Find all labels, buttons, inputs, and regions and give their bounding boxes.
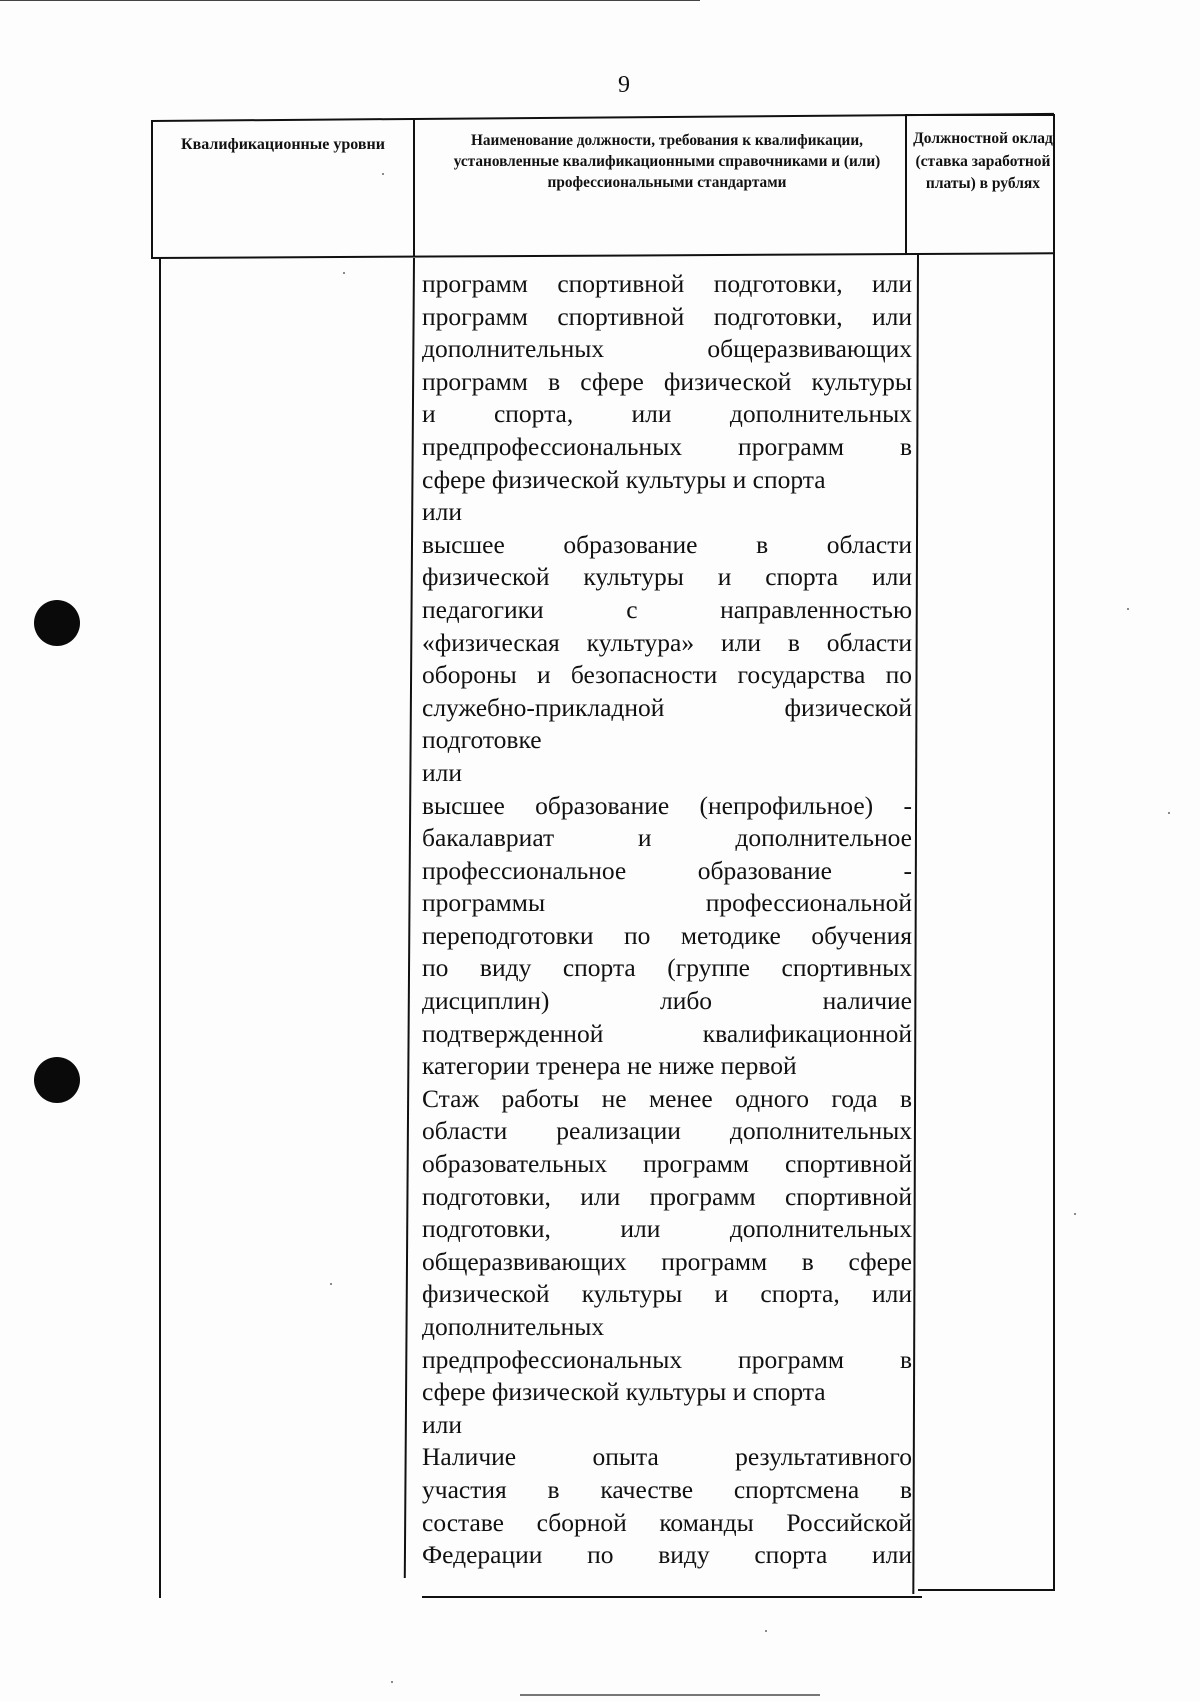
text-line: Стаж работы не менее одного года в bbox=[422, 1083, 912, 1113]
text-line: педагогики с направленностью bbox=[422, 594, 912, 624]
text-line: высшее образование (непрофильное) - bbox=[422, 790, 912, 820]
scan-speck bbox=[1127, 608, 1129, 610]
header-salary: Должностной оклад (ставка заработной платы) в рублях bbox=[913, 130, 1053, 192]
text-line: профессиональное образование - bbox=[422, 855, 912, 885]
text-line: образовательных программ спортивной bbox=[422, 1149, 912, 1179]
text-line: сфере физической культуры и спорта bbox=[422, 1377, 826, 1407]
text-line: участия в качестве спортсмена в bbox=[422, 1474, 912, 1504]
text-line: подготовки, или дополнительных bbox=[422, 1214, 912, 1244]
header-divider-2 bbox=[905, 114, 907, 254]
text-line: составе сборной команды Российской bbox=[422, 1507, 912, 1537]
scan-speck bbox=[391, 1681, 393, 1683]
text-line: или bbox=[422, 497, 463, 527]
punch-hole-upper bbox=[34, 600, 80, 646]
punch-hole-lower bbox=[34, 1057, 80, 1103]
text-line: или bbox=[422, 757, 463, 787]
text-line: дополнительных bbox=[422, 1312, 605, 1341]
text-line: программ спортивной подготовки, или bbox=[422, 301, 912, 331]
scan-edge-top bbox=[0, 0, 700, 1]
text-line: переподготовки по методике обучения bbox=[422, 920, 912, 950]
body-divider-1 bbox=[404, 258, 415, 1578]
text-line: общеразвивающих программ в сфере bbox=[422, 1246, 912, 1276]
text-line: сфере физической культуры и спорта bbox=[422, 464, 826, 494]
header-border-top-right bbox=[905, 114, 1055, 116]
requirements-text bbox=[422, 268, 912, 1572]
text-line: Наличие опыта результативного bbox=[422, 1442, 912, 1472]
text-line: по виду спорта (группе спортивных bbox=[422, 953, 912, 983]
scan-edge-bottom bbox=[520, 1694, 820, 1696]
text-line: и спорта, или дополнительных bbox=[422, 399, 912, 429]
text-line: «физическая культура» или в области bbox=[422, 627, 912, 657]
text-line: подготовке bbox=[422, 725, 542, 755]
text-line: дисциплин) либо наличие bbox=[422, 986, 912, 1016]
body-divider-2 bbox=[912, 254, 919, 1594]
text-line: предпрофессиональных программ в bbox=[422, 431, 912, 461]
scan-speck bbox=[765, 1630, 767, 1632]
body-border-right bbox=[1053, 253, 1055, 1591]
text-line: категории тренера не ниже первой bbox=[422, 1051, 797, 1081]
text-line: бакалавриат и дополнительное bbox=[422, 823, 912, 853]
scan-speck bbox=[330, 1283, 332, 1285]
header-position-requirements: Наименование должности, требования к квалификации, установленные квалификационными справочниками и (или) профессиональными стандартами bbox=[453, 132, 881, 191]
text-line: физической культуры и спорта или bbox=[422, 562, 912, 592]
scan-speck bbox=[343, 272, 345, 274]
text-line: подтвержденной квалификационной bbox=[422, 1018, 912, 1048]
scan-speck bbox=[1168, 812, 1170, 814]
page-number: 9 bbox=[618, 72, 630, 98]
text-line: высшее образование в области bbox=[422, 529, 912, 559]
body-border-bottom bbox=[422, 1596, 922, 1598]
text-line: подготовки, или программ спортивной bbox=[422, 1181, 912, 1211]
text-line: дополнительных общеразвивающих bbox=[422, 334, 912, 364]
text-line: обороны и безопасности государства по bbox=[422, 660, 912, 690]
scan-speck bbox=[1074, 1213, 1076, 1215]
scan-speck bbox=[382, 173, 384, 175]
text-line: предпрофессиональных программ в bbox=[422, 1344, 912, 1374]
text-line: области реализации дополнительных bbox=[422, 1116, 912, 1146]
text-line: служебно-прикладной физической bbox=[422, 692, 912, 722]
body-border-left bbox=[159, 258, 161, 1598]
text-line: или bbox=[422, 1409, 463, 1439]
text-line: программ спортивной подготовки, или bbox=[422, 269, 912, 298]
header-qualification-levels: Квалификационные уровни bbox=[181, 136, 385, 153]
text-line: Федерации по виду спорта или bbox=[422, 1540, 912, 1570]
body-border-bottom-right bbox=[918, 1589, 1055, 1591]
text-line: программ в сфере физической культуры bbox=[422, 366, 912, 396]
text-line: физической культуры и спорта, или bbox=[422, 1279, 912, 1309]
text-line: программы профессиональной bbox=[422, 888, 912, 918]
header-border-bottom bbox=[151, 252, 1055, 259]
